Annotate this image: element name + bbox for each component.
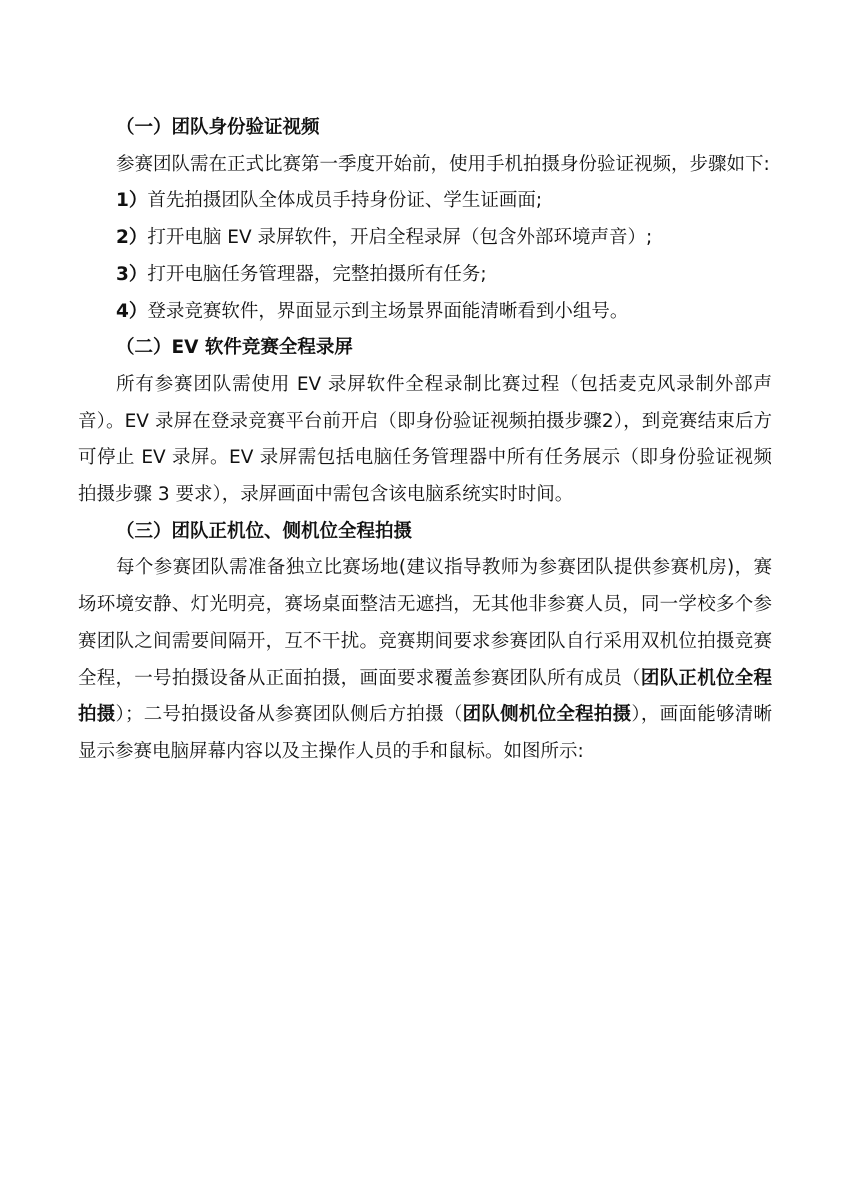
document-body	[78, 110, 772, 771]
section-1-intro: 参赛团队需在正式比赛第一季度开始前，使用手机拍摄身份验证视频，步骤如下:	[116, 153, 770, 175]
step-number: 2）	[116, 227, 148, 249]
step-text: 首先拍摄团队全体成员手持身份证、学生证画面;	[147, 190, 543, 212]
body-text: ）；二号拍摄设备从参赛团队侧后方拍摄（	[115, 704, 463, 726]
step-text: 打开电脑任务管理器，完整拍摄所有任务;	[147, 263, 487, 285]
step-item-3	[78, 257, 772, 294]
step-number: 4）	[116, 300, 148, 322]
step-number: 1）	[116, 190, 148, 212]
step-item-4	[78, 294, 772, 331]
step-text: 登录竞赛软件，界面显示到主场景界面能清晰看到小组号。	[147, 300, 629, 322]
body-text: ），画面能够清晰显示参赛电脑屏幕内容以及主操作人员的手和鼠标。如图所示:	[78, 704, 772, 762]
section-3-body	[78, 550, 772, 770]
section-heading-1: （一）团队身份验证视频	[116, 117, 320, 138]
step-item-2	[78, 220, 772, 257]
section-heading-2: （二）EV 软件竞赛全程录屏	[116, 337, 353, 359]
bold-term-side-camera: 团队侧机位全程拍摄	[462, 704, 632, 726]
body-text: 每个参赛团队需准备独立比赛场地(建议指导教师为参赛团队提供参赛机房)，赛场环境安静、灯光明亮，赛场桌面整洁无遮挡，无其他非参赛人员，同一学校多个参赛团队之间需要间隔开，互不干扰。竞赛期间要求参赛团队自行采用双机位拍摄竞赛全程，一号拍摄设备从正面拍摄，画面要求覆盖参赛团队所有成员（	[78, 557, 772, 689]
step-text: 打开电脑 EV 录屏软件，开启全程录屏（包含外部环境声音）;	[147, 227, 653, 249]
step-item-1	[78, 183, 772, 220]
section-2-body: 所有参赛团队需使用 EV 录屏软件全程录制比赛过程（包括麦克风录制外部声音）。EV 录屏在登录竞赛平台前开启（即身份验证视频拍摄步骤2），到竞赛结束后方可停止 EV 录屏。EV 录屏需包括电脑任务管理器中所有任务展示（即身份验证视频拍摄步骤 3 要求），录屏画面中需包含该电脑系统实时时间。	[78, 373, 772, 506]
bold-term-front-camera: 团队正机位全程拍摄	[78, 667, 772, 726]
section-heading-3: （三）团队正机位、侧机位全程拍摄	[116, 520, 413, 542]
step-number: 3）	[116, 263, 148, 285]
